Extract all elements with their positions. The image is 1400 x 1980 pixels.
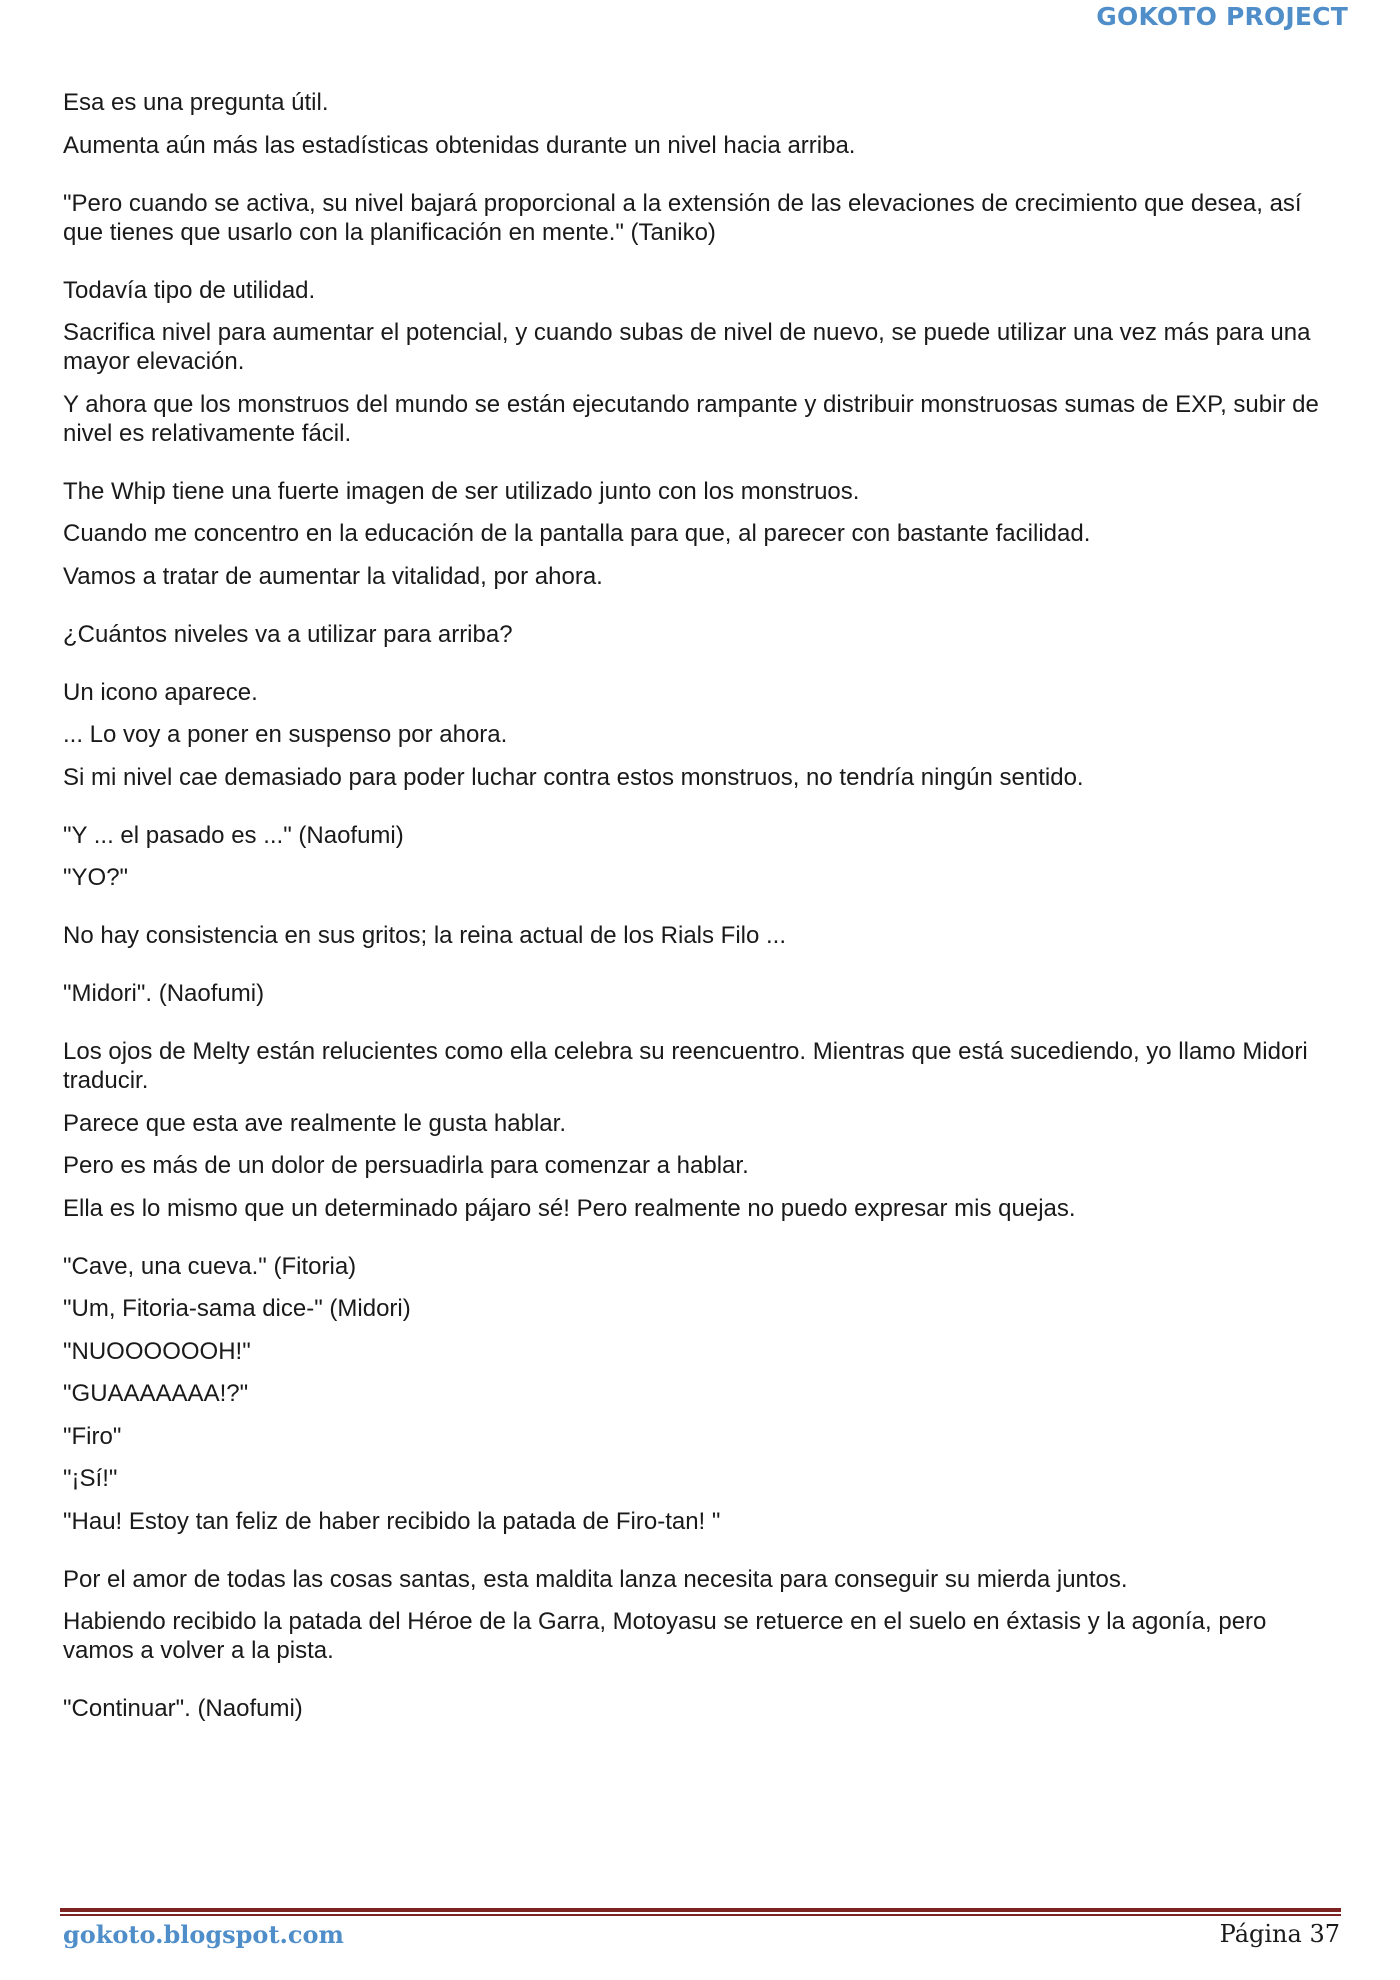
body-paragraph: Sacrifica nivel para aumentar el potencial, y cuando subas de nivel de nuevo, se puede utilizar una vez más para una mayor elevación. <box>63 319 1311 375</box>
body-paragraph: "Midori". (Naofumi) <box>63 980 265 1007</box>
footer-blog-link[interactable]: gokoto.blogspot.com <box>63 1920 344 1949</box>
body-paragraph: "¡Sí!" <box>63 1465 118 1492</box>
body-paragraph: Si mi nivel cae demasiado para poder luchar contra estos monstruos, no tendría ningún sentido. <box>63 763 1084 791</box>
footer-rule-thin <box>60 1914 1341 1916</box>
body-paragraph: "YO?" <box>63 864 129 891</box>
body-paragraph: Por el amor de todas las cosas santas, esta maldita lanza necesita para conseguir su mierda juntos. <box>63 1565 1128 1593</box>
body-paragraph: Todavía tipo de utilidad. <box>63 276 316 304</box>
body-paragraph: "Um, Fitoria-sama dice-" (Midori) <box>63 1295 411 1322</box>
body-paragraph: "Firo" <box>63 1422 122 1450</box>
body-paragraph: ... Lo voy a poner en suspenso por ahora. <box>63 721 508 748</box>
body-paragraph: Un icono aparece. <box>63 678 258 706</box>
body-paragraph: "Y ... el pasado es ..." (Naofumi) <box>63 821 404 849</box>
body-paragraph: Cuando me concentro en la educación de la pantalla para que, al parecer con bastante facilidad. <box>63 520 1091 547</box>
footer-rule-thick <box>60 1908 1341 1912</box>
body-paragraph: "Pero cuando se activa, su nivel bajará proporcional a la extensión de las elevaciones de crecimiento que desea, así que tienes que usarlo con la planificación en mente." (Taniko) <box>63 189 1302 246</box>
page-header-project-title: GOKOTO PROJECT <box>1096 2 1348 31</box>
body-paragraph: Y ahora que los monstruos del mundo se están ejecutando rampante y distribuir monstruosas sumas de EXP, subir de nivel es relativamente fácil. <box>63 390 1319 447</box>
body-paragraph: "Continuar". (Naofumi) <box>63 1695 303 1722</box>
body-paragraph: Habiendo recibido la patada del Héroe de la Garra, Motoyasu se retuerce en el suelo en éxtasis y la agonía, pero vamos a volver a la pista. <box>63 1608 1267 1664</box>
body-paragraph: Los ojos de Melty están relucientes como ella celebra su reencuentro. Mientras que está sucediendo, yo llamo Midori traducir. <box>63 1038 1308 1094</box>
body-paragraph: "NUOOOOOOH!" <box>63 1337 251 1365</box>
body-paragraph: Ella es lo mismo que un determinado pájaro sé! Pero realmente no puedo expresar mis quejas. <box>63 1194 1076 1222</box>
body-paragraph: Esa es una pregunta útil. <box>63 89 329 116</box>
body-paragraph: Parece que esta ave realmente le gusta hablar. <box>63 1109 566 1137</box>
footer-page-number: Página 37 <box>1219 1920 1340 1948</box>
document-body <box>63 88 1343 1737</box>
body-paragraph: "Cave, una cueva." (Fitoria) <box>63 1252 357 1280</box>
body-paragraph: "GUAAAAAAA!?" <box>63 1380 249 1407</box>
body-paragraph: Pero es más de un dolor de persuadirla para comenzar a hablar. <box>63 1152 749 1179</box>
body-paragraph: Aumenta aún más las estadísticas obtenidas durante un nivel hacia arriba. <box>63 131 856 159</box>
body-paragraph: "Hau! Estoy tan feliz de haber recibido la patada de Firo-tan! " <box>63 1507 721 1535</box>
body-paragraph: No hay consistencia en sus gritos; la reina actual de los Rials Filo ... <box>63 922 787 949</box>
body-paragraph: ¿Cuántos niveles va a utilizar para arriba? <box>63 620 513 648</box>
body-paragraph: Vamos a tratar de aumentar la vitalidad, por ahora. <box>63 562 603 590</box>
body-paragraph: The Whip tiene una fuerte imagen de ser utilizado junto con los monstruos. <box>63 477 860 505</box>
